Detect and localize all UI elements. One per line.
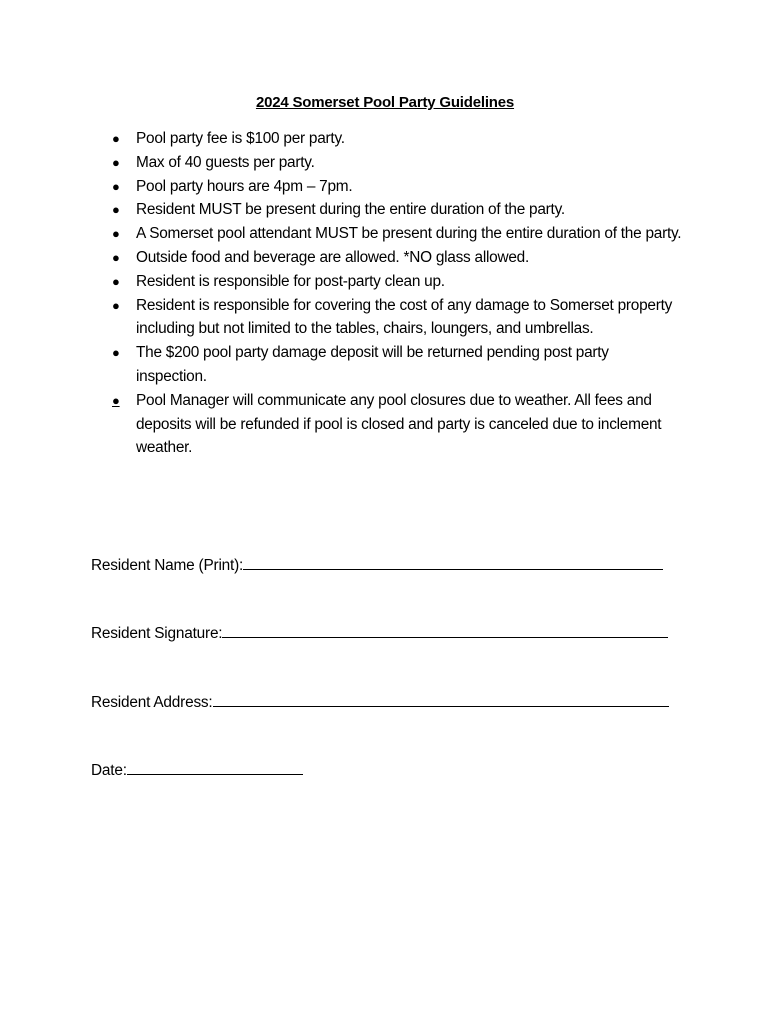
list-item bbox=[107, 127, 682, 151]
guideline-text: Max of 40 guests per party. bbox=[136, 153, 315, 171]
guideline-text: Outside food and beverage are allowed. *NO glass allowed. bbox=[136, 248, 529, 266]
bullet-icon: ● bbox=[112, 249, 120, 265]
document-title: 2024 Somerset Pool Party Guidelines bbox=[255, 94, 515, 111]
guideline-text: Resident is responsible for covering the cost of any damage to Somerset property including but not limited to the tables, chairs, loungers, and umbrellas. bbox=[136, 296, 673, 338]
bullet-icon: ● bbox=[112, 345, 120, 361]
resident-name-blank[interactable] bbox=[243, 554, 663, 570]
bullet-icon: ● bbox=[112, 154, 120, 170]
guideline-text: Pool party hours are 4pm – 7pm. bbox=[136, 177, 353, 195]
bullet-icon: ● bbox=[112, 131, 120, 146]
resident-signature-label: Resident Signature: bbox=[91, 625, 223, 642]
resident-name-label: Resident Name (Print): bbox=[91, 557, 244, 574]
date-blank[interactable] bbox=[127, 759, 303, 775]
resident-signature-field[interactable] bbox=[91, 622, 668, 643]
guidelines-list bbox=[107, 127, 682, 460]
bullet-icon: ● bbox=[112, 178, 120, 194]
bullet-icon: ● bbox=[112, 273, 120, 289]
list-item bbox=[107, 246, 682, 270]
guideline-text: Resident is responsible for post-party clean up. bbox=[136, 272, 445, 290]
list-item bbox=[107, 175, 682, 199]
list-item bbox=[107, 151, 682, 175]
guideline-text: Resident MUST be present during the entire duration of the party. bbox=[136, 201, 565, 219]
bullet-icon: ● bbox=[112, 202, 120, 218]
guideline-text: Pool party fee is $100 per party. bbox=[136, 130, 345, 147]
resident-name-field[interactable] bbox=[91, 554, 663, 575]
date-field[interactable] bbox=[91, 759, 303, 780]
bullet-icon: ● bbox=[112, 297, 120, 313]
resident-address-blank[interactable] bbox=[213, 691, 669, 707]
resident-address-label: Resident Address: bbox=[91, 694, 213, 711]
list-item bbox=[107, 198, 682, 222]
list-item bbox=[107, 294, 682, 342]
resident-signature-blank[interactable] bbox=[222, 622, 668, 638]
list-item bbox=[107, 222, 682, 246]
list-item bbox=[107, 270, 682, 294]
guideline-text: Pool Manager will communicate any pool closures due to weather. All fees and deposits will be refunded if pool is closed and party is canceled due to inclement weather. bbox=[136, 391, 662, 457]
list-item bbox=[107, 341, 682, 389]
list-item bbox=[107, 389, 682, 460]
bullet-icon: ● bbox=[112, 392, 120, 408]
date-label: Date: bbox=[91, 762, 127, 779]
guideline-text: The $200 pool party damage deposit will be returned pending post party inspection. bbox=[136, 344, 609, 385]
bullet-icon: ● bbox=[112, 226, 120, 242]
guideline-text: A Somerset pool attendant MUST be present during the entire duration of the party. bbox=[136, 225, 682, 243]
resident-address-field[interactable] bbox=[91, 691, 669, 712]
